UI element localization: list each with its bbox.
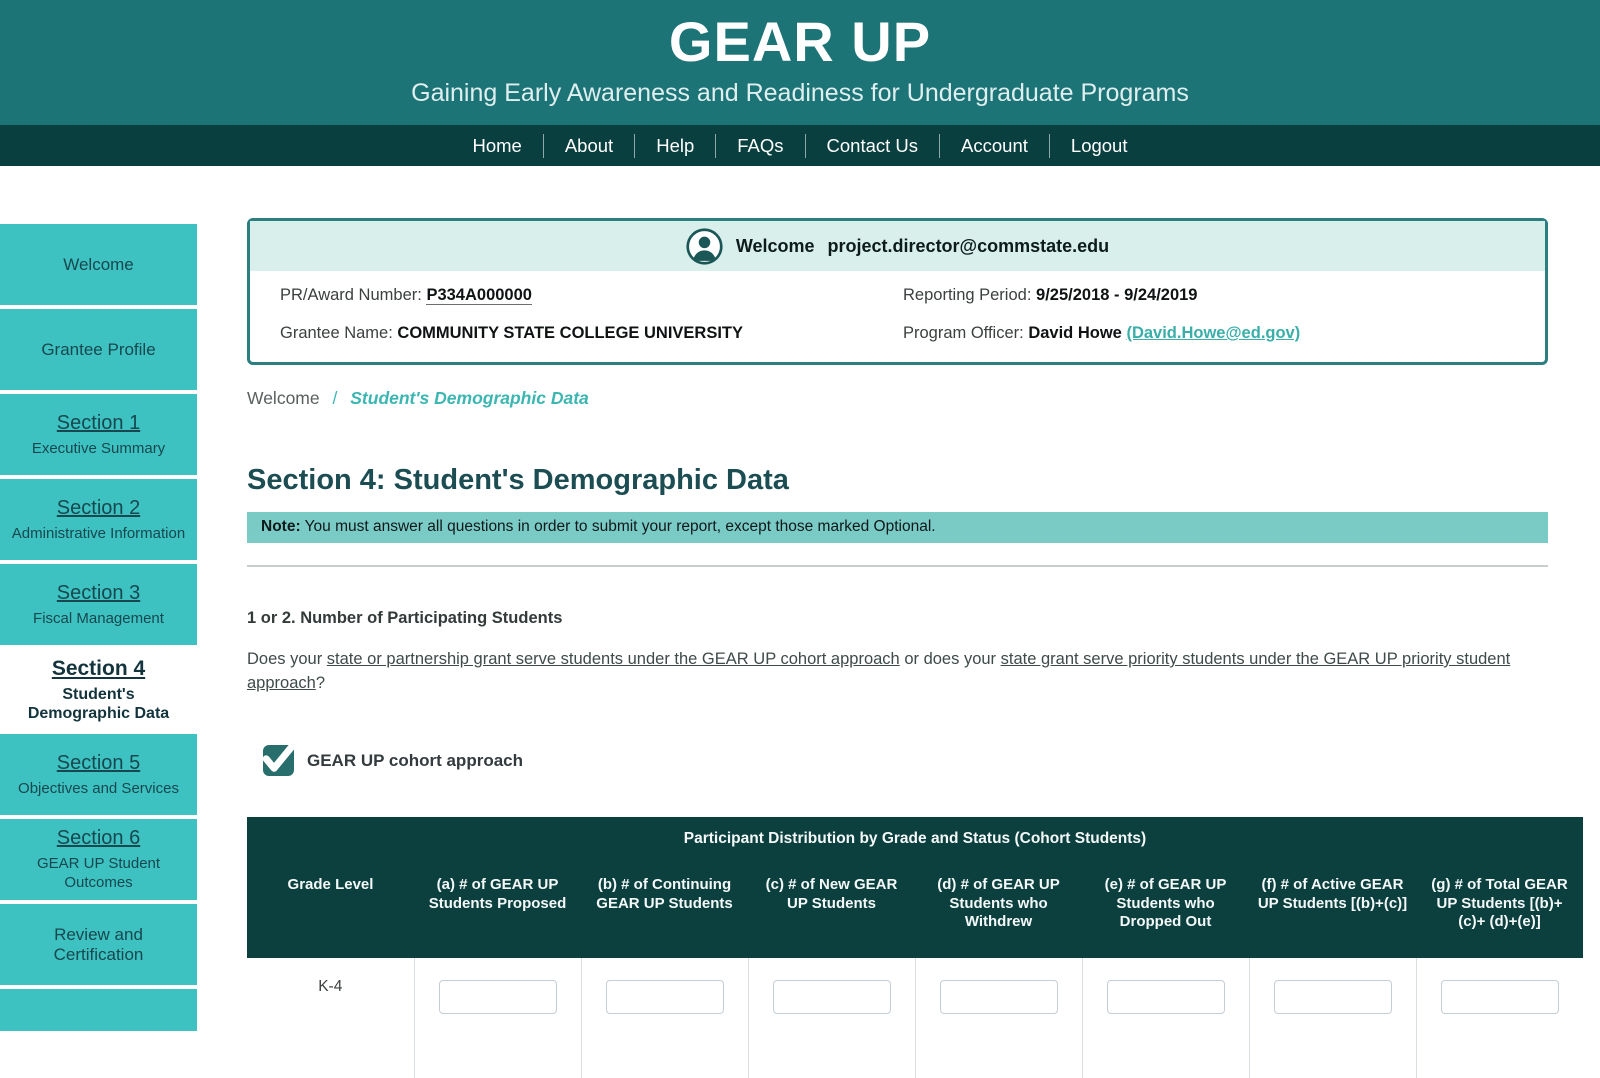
sidebar-item-label: Section 4	[51, 656, 146, 680]
question-part2: or does your	[899, 650, 1001, 668]
app-title: GEAR UP	[668, 10, 932, 73]
question-part3: ?	[315, 674, 325, 692]
user-avatar-icon	[686, 228, 723, 265]
sidebar-item-section-2[interactable]	[0, 479, 197, 560]
cohort-approach-option	[263, 745, 1548, 776]
breadcrumb	[247, 388, 1548, 409]
grantee-name-label: Grantee Name:	[280, 324, 393, 342]
cohort-approach-link[interactable]: state or partnership grant serve students under the GEAR UP cohort approach	[326, 650, 900, 668]
reporting-period-label: Reporting Period:	[903, 286, 1032, 304]
question-heading: 1 or 2. Number of Participating Students	[247, 609, 563, 627]
table-row-k4	[247, 958, 1583, 1078]
sidebar-item-welcome[interactable]	[0, 224, 197, 305]
main-nav	[0, 125, 1600, 166]
main-content	[247, 218, 1568, 1078]
grantee-name-value: COMMUNITY STATE COLLEGE UNIVERSITY	[397, 324, 744, 342]
app-subtitle: Gaining Early Awareness and Readiness for Undergraduate Programs	[411, 79, 1189, 107]
nav-contact-us[interactable]: Contact Us	[826, 135, 919, 156]
sidebar-item-grantee-profile[interactable]	[0, 309, 197, 390]
grantee-info-fields	[250, 271, 1545, 362]
col-header-b-continuing: (b) # of Continuing GEAR UP Students	[581, 856, 748, 958]
sidebar-item-section-6[interactable]	[0, 819, 197, 900]
col-header-g-total: (g) # of Total GEAR UP Students [(b)+(c)+ (d)+(e)]	[1416, 856, 1583, 958]
note-text: You must answer all questions in order to submit your report, except those marked Optional.	[300, 518, 936, 535]
col-header-grade-level: Grade Level	[247, 856, 414, 958]
sidebar-item-label: Section 1	[56, 411, 141, 434]
cohort-approach-checkbox-label: GEAR UP cohort approach	[307, 750, 523, 770]
cohort-approach-checkbox[interactable]	[263, 745, 294, 776]
sidebar-item-label: Grantee Profile	[41, 339, 156, 359]
sidebar-item-sublabel: Fiscal Management	[33, 609, 164, 627]
k4-input-a-proposed[interactable]	[439, 980, 557, 1014]
table-title: Participant Distribution by Grade and Status (Cohort Students)	[247, 817, 1583, 856]
sidebar-item-sublabel: GEAR UP Student Outcomes	[36, 855, 161, 891]
breadcrumb-current-page: Student's Demographic Data	[350, 388, 589, 408]
breadcrumb-welcome-link[interactable]: Welcome	[247, 388, 320, 408]
program-officer-name: David Howe	[1028, 324, 1122, 342]
nav-home[interactable]: Home	[472, 135, 522, 156]
grade-level-cell: K-4	[247, 958, 414, 1078]
pr-award-label: PR/Award Number:	[280, 286, 422, 304]
divider	[247, 565, 1548, 567]
program-officer-label: Program Officer:	[903, 324, 1024, 342]
col-header-d-withdrew: (d) # of GEAR UP Students who Withdrew	[915, 856, 1082, 958]
sidebar-item-review-certification[interactable]	[0, 904, 197, 985]
col-header-e-dropped-out: (e) # of GEAR UP Students who Dropped Out	[1082, 856, 1249, 958]
sidebar-item-label: Review and Certification	[53, 924, 144, 964]
sidebar-item-sublabel: Executive Summary	[31, 439, 166, 457]
k4-input-b-continuing[interactable]	[606, 980, 724, 1014]
sidebar-item-section-4-active[interactable]	[0, 649, 197, 730]
col-header-c-new: (c) # of New GEAR UP Students	[748, 856, 915, 958]
program-officer-field	[903, 324, 1515, 343]
col-header-f-active: (f) # of Active GEAR UP Students [(b)+(c)]	[1249, 856, 1416, 958]
grantee-name-field	[280, 324, 903, 343]
note-label: Note:	[261, 518, 301, 535]
nav-faqs[interactable]: FAQs	[737, 135, 784, 156]
sidebar-item-sublabel: Objectives and Services	[18, 779, 179, 797]
note-banner	[247, 512, 1548, 543]
priority-student-approach-link[interactable]: state grant serve priority students under the GEAR UP priority student approach	[247, 650, 1511, 692]
sidebar-item-label: Section 5	[56, 751, 141, 774]
k4-input-d-withdrew[interactable]	[940, 980, 1058, 1014]
k4-input-c-new[interactable]	[773, 980, 891, 1014]
welcome-label: Welcome	[735, 235, 815, 256]
nav-about[interactable]: About	[564, 135, 614, 156]
logged-in-user-email: project.director@commstate.edu	[827, 235, 1110, 256]
welcome-bar	[250, 221, 1545, 271]
k4-input-f-active[interactable]	[1274, 980, 1392, 1014]
sidebar-item-label: Welcome	[63, 254, 134, 274]
nav-account[interactable]: Account	[961, 135, 1028, 156]
pr-award-value: P334A000000	[426, 286, 532, 304]
question-text	[247, 647, 1548, 695]
sidebar-item-section-3[interactable]	[0, 564, 197, 645]
k4-input-e-dropped-out[interactable]	[1107, 980, 1225, 1014]
sidebar-nav	[0, 224, 197, 1031]
reporting-period-value: 9/25/2018 - 9/24/2019	[1036, 286, 1198, 304]
nav-help[interactable]: Help	[656, 135, 695, 156]
program-officer-email-link[interactable]: (David.Howe@ed.gov)	[1126, 324, 1301, 342]
sidebar-item-label: Section 2	[56, 496, 141, 519]
grantee-info-box	[247, 218, 1548, 365]
sidebar-item-label: Section 3	[56, 581, 141, 604]
sidebar-item-clipped[interactable]	[0, 989, 197, 1031]
participant-distribution-table	[247, 817, 1583, 1078]
nav-logout[interactable]: Logout	[1070, 135, 1128, 156]
sidebar-item-section-5[interactable]	[0, 734, 197, 815]
k4-input-g-total[interactable]	[1441, 980, 1559, 1014]
pr-award-field	[280, 286, 903, 305]
sidebar-item-sublabel: Administrative Information	[11, 524, 186, 542]
sidebar-item-section-1[interactable]	[0, 394, 197, 475]
sidebar-item-label: Section 6	[56, 827, 141, 849]
reporting-period-field	[903, 286, 1515, 305]
breadcrumb-separator: /	[332, 388, 338, 408]
page-title: Section 4: Student's Demographic Data	[247, 464, 789, 496]
app-header	[0, 0, 1600, 125]
sidebar-item-sublabel: Student's Demographic Data	[27, 685, 170, 722]
question-part1: Does your	[247, 650, 327, 668]
col-header-a-proposed: (a) # of GEAR UP Students Proposed	[414, 856, 581, 958]
